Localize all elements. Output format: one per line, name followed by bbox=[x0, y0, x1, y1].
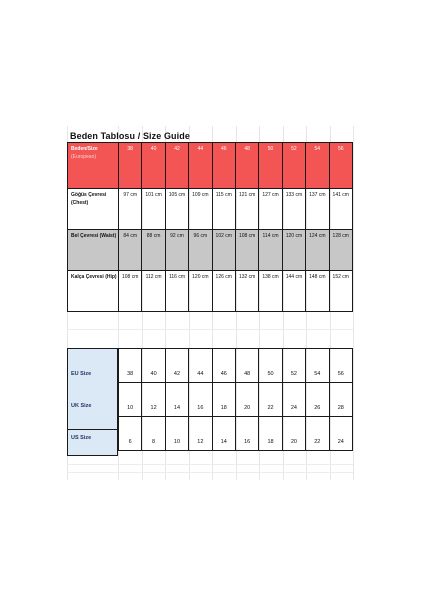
uk-size-cell: 20 bbox=[235, 383, 258, 417]
size-header-cell: 50 bbox=[259, 143, 282, 189]
eu-size-cell: 56 bbox=[329, 349, 352, 383]
size-header-cell: 52 bbox=[282, 143, 305, 189]
waist-cell: 96 cm bbox=[189, 230, 212, 271]
size-header-title: Beden/Size bbox=[71, 146, 98, 152]
conversion-label-block-us bbox=[67, 429, 118, 456]
eu-size-cell: 48 bbox=[235, 349, 258, 383]
size-header-cell: 42 bbox=[165, 143, 188, 189]
us-size-cell: 10 bbox=[165, 417, 188, 451]
chest-cell: 141 cm bbox=[329, 189, 352, 230]
hip-cell: 152 cm bbox=[329, 271, 352, 312]
uk-size-cell: 28 bbox=[329, 383, 352, 417]
sheet-row-divider bbox=[67, 472, 353, 473]
chest-cell: 109 cm bbox=[189, 189, 212, 230]
size-header-cell: 44 bbox=[189, 143, 212, 189]
size-header-cell: 54 bbox=[306, 143, 329, 189]
eu-size-cell: 38 bbox=[119, 349, 142, 383]
uk-size-cell: 24 bbox=[282, 383, 305, 417]
waist-cell: 84 cm bbox=[119, 230, 142, 271]
hip-cell: 132 cm bbox=[235, 271, 258, 312]
size-header-sublabel: (European) bbox=[71, 154, 97, 160]
uk-size-cell: 14 bbox=[165, 383, 188, 417]
size-header-cell: 48 bbox=[235, 143, 258, 189]
us-size-label: US Size bbox=[71, 435, 92, 441]
hip-cell: 120 cm bbox=[189, 271, 212, 312]
uk-size-cell: 18 bbox=[212, 383, 235, 417]
uk-size-cell: 16 bbox=[189, 383, 212, 417]
eu-size-row bbox=[119, 349, 353, 383]
waist-cell: 124 cm bbox=[306, 230, 329, 271]
conversion-table bbox=[118, 348, 353, 451]
size-header-cell: 38 bbox=[119, 143, 142, 189]
eu-size-cell: 46 bbox=[212, 349, 235, 383]
waist-cell: 92 cm bbox=[165, 230, 188, 271]
chest-cell: 137 cm bbox=[306, 189, 329, 230]
hip-cell: 126 cm bbox=[212, 271, 235, 312]
us-size-cell: 14 bbox=[212, 417, 235, 451]
size-header-label bbox=[68, 143, 119, 189]
chest-cell: 97 cm bbox=[119, 189, 142, 230]
us-size-cell: 8 bbox=[142, 417, 165, 451]
waist-cell: 128 cm bbox=[329, 230, 352, 271]
chest-cell: 101 cm bbox=[142, 189, 165, 230]
hip-cell: 138 cm bbox=[259, 271, 282, 312]
hip-cell: 108 cm bbox=[119, 271, 142, 312]
hip-row bbox=[68, 271, 353, 312]
waist-cell: 120 cm bbox=[282, 230, 305, 271]
hip-label: Kalça Çevresi (Hip) bbox=[68, 271, 119, 312]
us-size-cell: 18 bbox=[259, 417, 282, 451]
uk-size-cell: 12 bbox=[142, 383, 165, 417]
hip-cell: 112 cm bbox=[142, 271, 165, 312]
conversion-label-block bbox=[67, 348, 118, 430]
waist-row bbox=[68, 230, 353, 271]
us-size-cell: 20 bbox=[282, 417, 305, 451]
us-size-row bbox=[119, 417, 353, 451]
us-size-cell: 16 bbox=[235, 417, 258, 451]
eu-size-cell: 54 bbox=[306, 349, 329, 383]
chest-row bbox=[68, 189, 353, 230]
chest-cell: 115 cm bbox=[212, 189, 235, 230]
us-size-cell: 24 bbox=[329, 417, 352, 451]
sheet-row-divider bbox=[67, 464, 353, 465]
chest-cell: 105 cm bbox=[165, 189, 188, 230]
waist-cell: 114 cm bbox=[259, 230, 282, 271]
us-size-cell: 12 bbox=[189, 417, 212, 451]
hip-cell: 148 cm bbox=[306, 271, 329, 312]
size-header-cell: 40 bbox=[142, 143, 165, 189]
uk-size-label: UK Size bbox=[71, 403, 92, 409]
hip-cell: 116 cm bbox=[165, 271, 188, 312]
chest-cell: 127 cm bbox=[259, 189, 282, 230]
sheet-row-divider bbox=[67, 329, 353, 330]
eu-size-label: EU Size bbox=[71, 371, 92, 377]
uk-size-cell: 22 bbox=[259, 383, 282, 417]
uk-size-row bbox=[119, 383, 353, 417]
us-size-cell: 22 bbox=[306, 417, 329, 451]
waist-cell: 102 cm bbox=[212, 230, 235, 271]
hip-cell: 144 cm bbox=[282, 271, 305, 312]
us-size-cell: 6 bbox=[119, 417, 142, 451]
size-header-cell: 46 bbox=[212, 143, 235, 189]
eu-size-cell: 44 bbox=[189, 349, 212, 383]
uk-size-cell: 26 bbox=[306, 383, 329, 417]
chest-cell: 121 cm bbox=[235, 189, 258, 230]
size-header-row bbox=[68, 143, 353, 189]
waist-label: Bel Çevresi (Waist) bbox=[68, 230, 119, 271]
waist-cell: 88 cm bbox=[142, 230, 165, 271]
uk-size-cell: 10 bbox=[119, 383, 142, 417]
waist-cell: 108 cm bbox=[235, 230, 258, 271]
size-header-cell: 56 bbox=[329, 143, 352, 189]
page-title: Beden Tablosu / Size Guide bbox=[70, 131, 190, 141]
eu-size-cell: 50 bbox=[259, 349, 282, 383]
chest-label: Göğüs Çevresi (Chest) bbox=[68, 189, 119, 230]
size-table bbox=[67, 142, 353, 312]
chest-cell: 133 cm bbox=[282, 189, 305, 230]
eu-size-cell: 40 bbox=[142, 349, 165, 383]
eu-size-cell: 52 bbox=[282, 349, 305, 383]
eu-size-cell: 42 bbox=[165, 349, 188, 383]
